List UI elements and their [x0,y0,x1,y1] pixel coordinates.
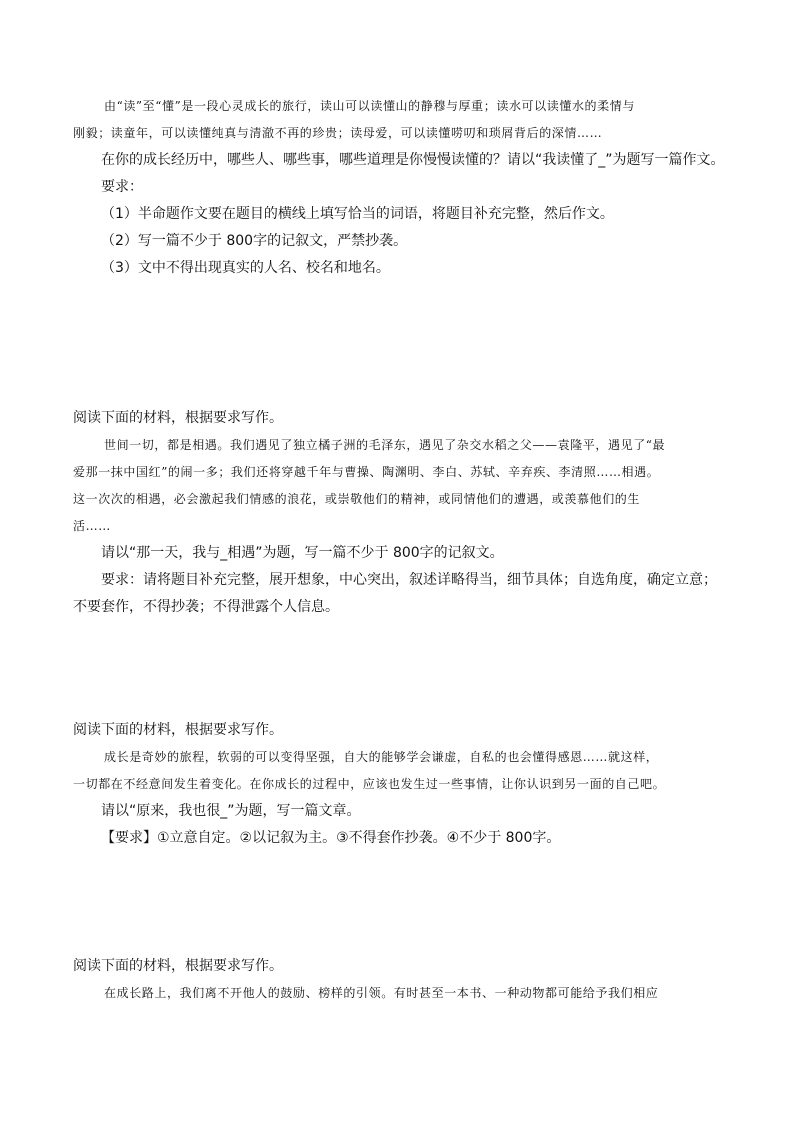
material-line: 刚毅；读童年，可以读懂纯真与清澈不再的珍贵；读母爱，可以读懂唠叨和琐屑背后的深情…… [73,126,603,140]
material-line: 成长是奇妙的旅程，软弱的可以变得坚强，自大的能够学会谦虚，自私的也会懂得感恩……就这样， [104,750,659,764]
requirement-item: （2）写一篇不少于 800字的记叙文，严禁抄袭。 [101,233,408,249]
section-intro: 阅读下面的材料，根据要求写作。 [73,958,283,974]
material-line: 在成长路上，我们离不开他人的鼓励、榜样的引领。有时甚至一本书、一种动物都可能给予我们相应 [104,986,659,1000]
essay-prompt: 在你的成长经历中，哪些人、哪些事，哪些道理是你慢慢读懂的？请以“我读懂了_”为题写一篇作文。 [101,152,725,168]
requirement-item: 要求：请将题目补充完整，展开想象，中心突出，叙述详略得当，细节具体；自选角度，确定立意； [101,572,717,588]
essay-prompt: 请以“原来，我也很_”为题，写一篇文章。 [101,803,361,819]
material-line: 由“读”至“懂”是一段心灵成长的旅行，读山可以读懂山的静穆与厚重；读水可以读懂水的柔情与 [104,99,635,113]
material-line: 一切都在不经意间发生着变化。在你成长的过程中，应该也发生过一些事情，让你认识到另一面的自己吧。 [73,777,666,791]
requirement-item: 【要求】①立意自定。②以记叙为主。③不得套作抄袭。④不少于 800字。 [101,830,561,846]
requirement-item: 不要套作，不得抄袭；不得泄露个人信息。 [73,599,339,615]
material-line: 活…… [73,519,111,533]
material-line: 世间一切，都是相遇。我们遇见了独立橘子洲的毛泽东，遇见了杂交水稻之父——袁隆平，遇见了“最 [104,438,666,452]
section-intro: 阅读下面的材料，根据要求写作。 [73,722,283,738]
material-line: 这一次次的相遇，必会激起我们情感的浪花，或崇敬他们的精神，或同情他们的遭遇，或羡慕他们的生 [73,492,641,506]
requirement-item: （1）半命题作文要在题目的横线上填写恰当的词语，将题目补充完整，然后作文。 [101,206,614,222]
material-line: 爱那一抹中国红”的闹一多；我们还将穿越千年与曹操、陶渊明、李白、苏轼、辛弃疾、李清照……相遇。 [73,465,660,479]
requirement-item: （3）文中不得出现真实的人名、校名和地名。 [101,260,390,276]
requirements-label: 要求： [101,179,143,195]
essay-prompt: 请以“那一天，我与_相遇”为题，写一篇不少于 800字的记叙文。 [101,545,504,561]
section-intro: 阅读下面的材料，根据要求写作。 [73,410,283,426]
